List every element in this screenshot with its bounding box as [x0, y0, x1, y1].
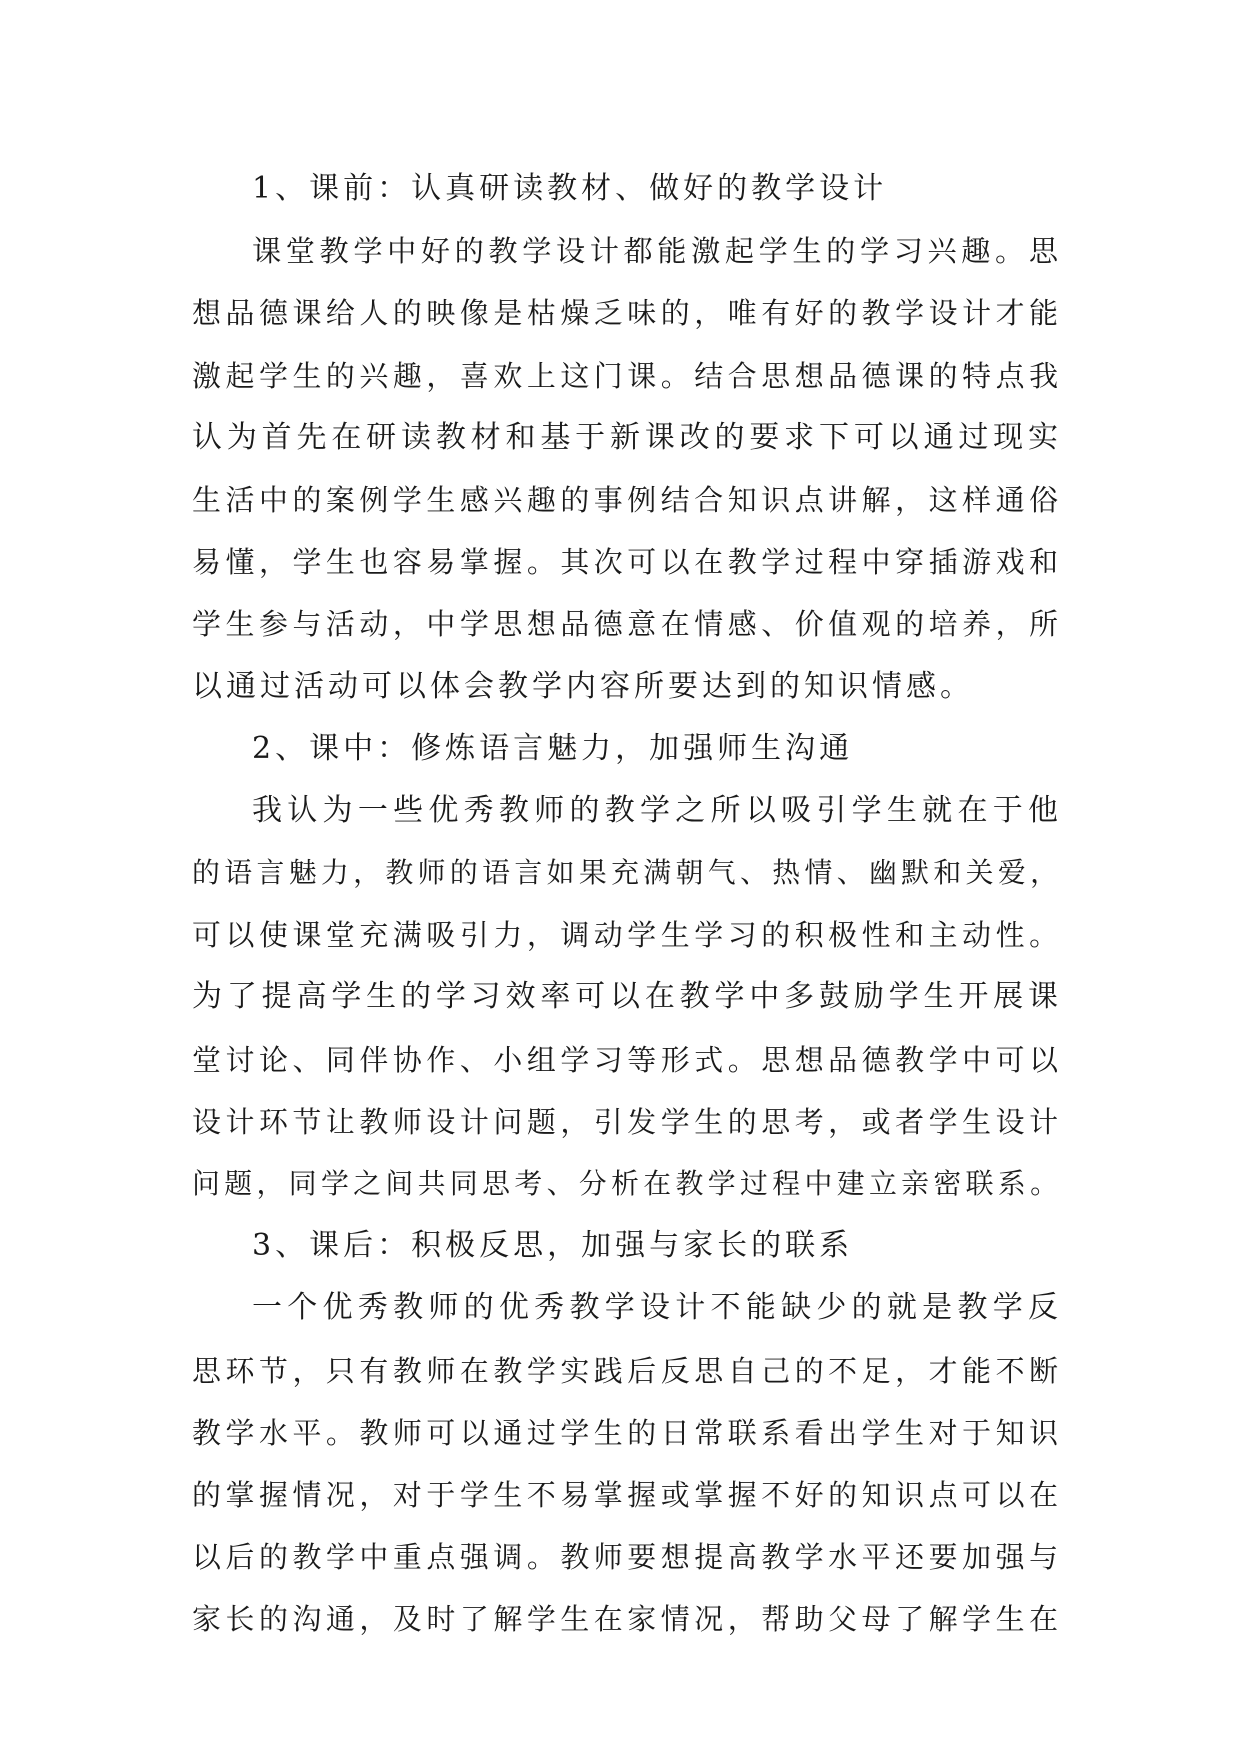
paragraph-line: 教学水平。教师可以通过学生的日常联系看出学生对于知识	[192, 1415, 1062, 1450]
paragraph-line: 问题，同学之间共同思考、分析在教学过程中建立亲密联系。	[192, 1167, 1062, 1200]
paragraph-line: 以通过活动可以体会教学内容所要达到的知识情感。	[192, 668, 974, 704]
paragraph-line: 一个优秀教师的优秀教学设计不能缺少的就是教学反	[252, 1290, 1062, 1326]
paragraph-line: 以后的教学中重点强调。教师要想提高教学水平还要加强与	[192, 1540, 1062, 1575]
paragraph-line: 堂讨论、同伴协作、小组学习等形式。思想品德教学中可以	[192, 1042, 1062, 1077]
paragraph-line: 认为首先在研读教材和基于新课改的要求下可以通过现实	[192, 419, 1062, 455]
paragraph-line: 易懂，学生也容易掌握。其次可以在教学过程中穿插游戏和	[192, 545, 1062, 580]
paragraph-line: 课堂教学中好的教学设计都能激起学生的学习兴趣。思	[252, 234, 1062, 269]
paragraph-line: 家长的沟通，及时了解学生在家情况，帮助父母了解学生在	[192, 1602, 1062, 1637]
paragraph-line: 我认为一些优秀教师的教学之所以吸引学生就在于他	[252, 792, 1062, 828]
section-heading-2: 2、课中：修炼语言魅力，加强师生沟通	[252, 730, 854, 766]
section-heading-1: 1、课前：认真研读教材、做好的教学设计	[252, 171, 888, 206]
document-body	[192, 158, 1062, 1651]
paragraph-line: 思环节，只有教师在教学实践后反思自己的不足，才能不断	[192, 1353, 1062, 1388]
paragraph-line: 的掌握情况，对于学生不易掌握或掌握不好的知识点可以在	[192, 1477, 1062, 1512]
paragraph-line: 可以使课堂充满吸引力，调动学生学习的积极性和主动性。	[192, 918, 1062, 953]
paragraph-line: 的语言魅力，教师的语言如果充满朝气、热情、幽默和关爱，	[192, 856, 1062, 890]
paragraph-line: 想品德课给人的映像是枯燥乏味的，唯有好的教学设计才能	[192, 296, 1062, 331]
paragraph-line: 生活中的案例学生感兴趣的事例结合知识点讲解，这样通俗	[192, 482, 1062, 517]
section-heading-3: 3、课后：积极反思，加强与家长的联系	[252, 1228, 854, 1264]
paragraph-line: 激起学生的兴趣，喜欢上这门课。结合思想品德课的特点我	[192, 358, 1062, 393]
paragraph-line: 学生参与活动，中学思想品德意在情感、价值观的培养，所	[192, 607, 1062, 642]
paragraph-line: 设计环节让教师设计问题，引发学生的思考，或者学生设计	[192, 1104, 1062, 1139]
paragraph-line: 为了提高学生的学习效率可以在教学中多鼓励学生开展课	[192, 979, 1062, 1015]
